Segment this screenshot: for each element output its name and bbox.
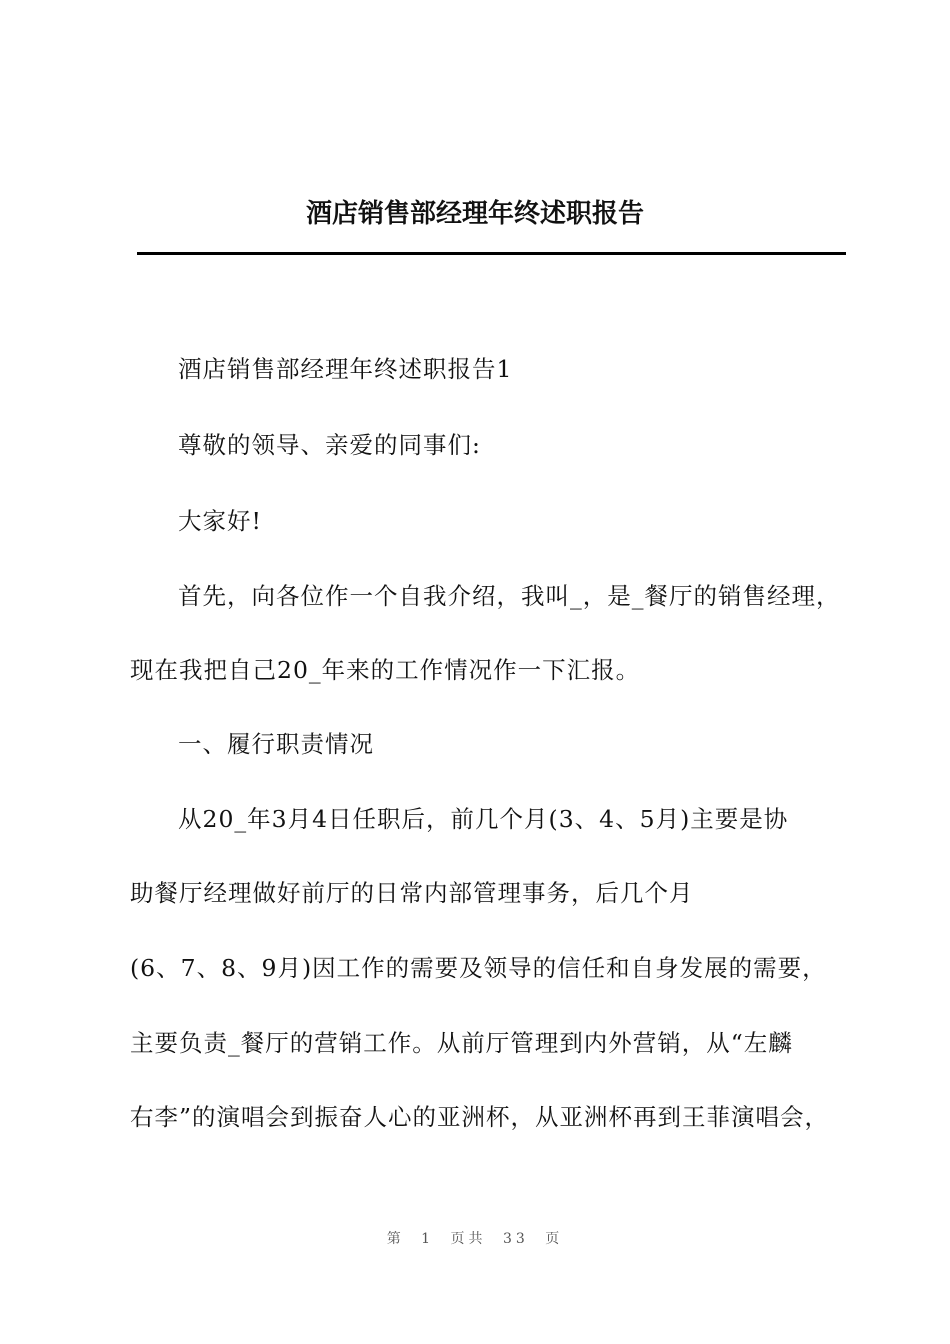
body-text-line: (6、7、8、9月)因工作的需要及领导的信任和自身发展的需要， [130,954,827,982]
body-text-line: 从20_年3月4日任职后，前几个月(3、4、5月)主要是协 [178,805,789,833]
body-text-line: 右李”的演唱会到振奋人心的亚洲杯，从亚洲杯再到王菲演唱会， [130,1103,830,1131]
section-heading-report-1: 酒店销售部经理年终述职报告1 [178,355,513,383]
section-heading-duties: 一、履行职责情况 [178,730,374,758]
greeting-line: 大家好! [178,507,262,535]
body-text-line: 助餐厅经理做好前厅的日常内部管理事务，后几个月 [130,879,694,907]
salutation-line: 尊敬的领导、亲爱的同事们: [178,431,481,459]
body-text-line: 主要负责_餐厅的营销工作。从前厅管理到内外营销，从“左麟 [130,1029,793,1057]
document-title: 酒店销售部经理年终述职报告 [305,199,644,229]
title-divider [137,252,846,255]
body-text-line: 首先，向各位作一个自我介绍，我叫_，是_餐厅的销售经理， [178,582,841,610]
page-number-footer: 第 1 页共 33 页 [386,1231,564,1247]
body-text-line: 现在我把自己20_年来的工作情况作一下汇报。 [130,656,641,684]
